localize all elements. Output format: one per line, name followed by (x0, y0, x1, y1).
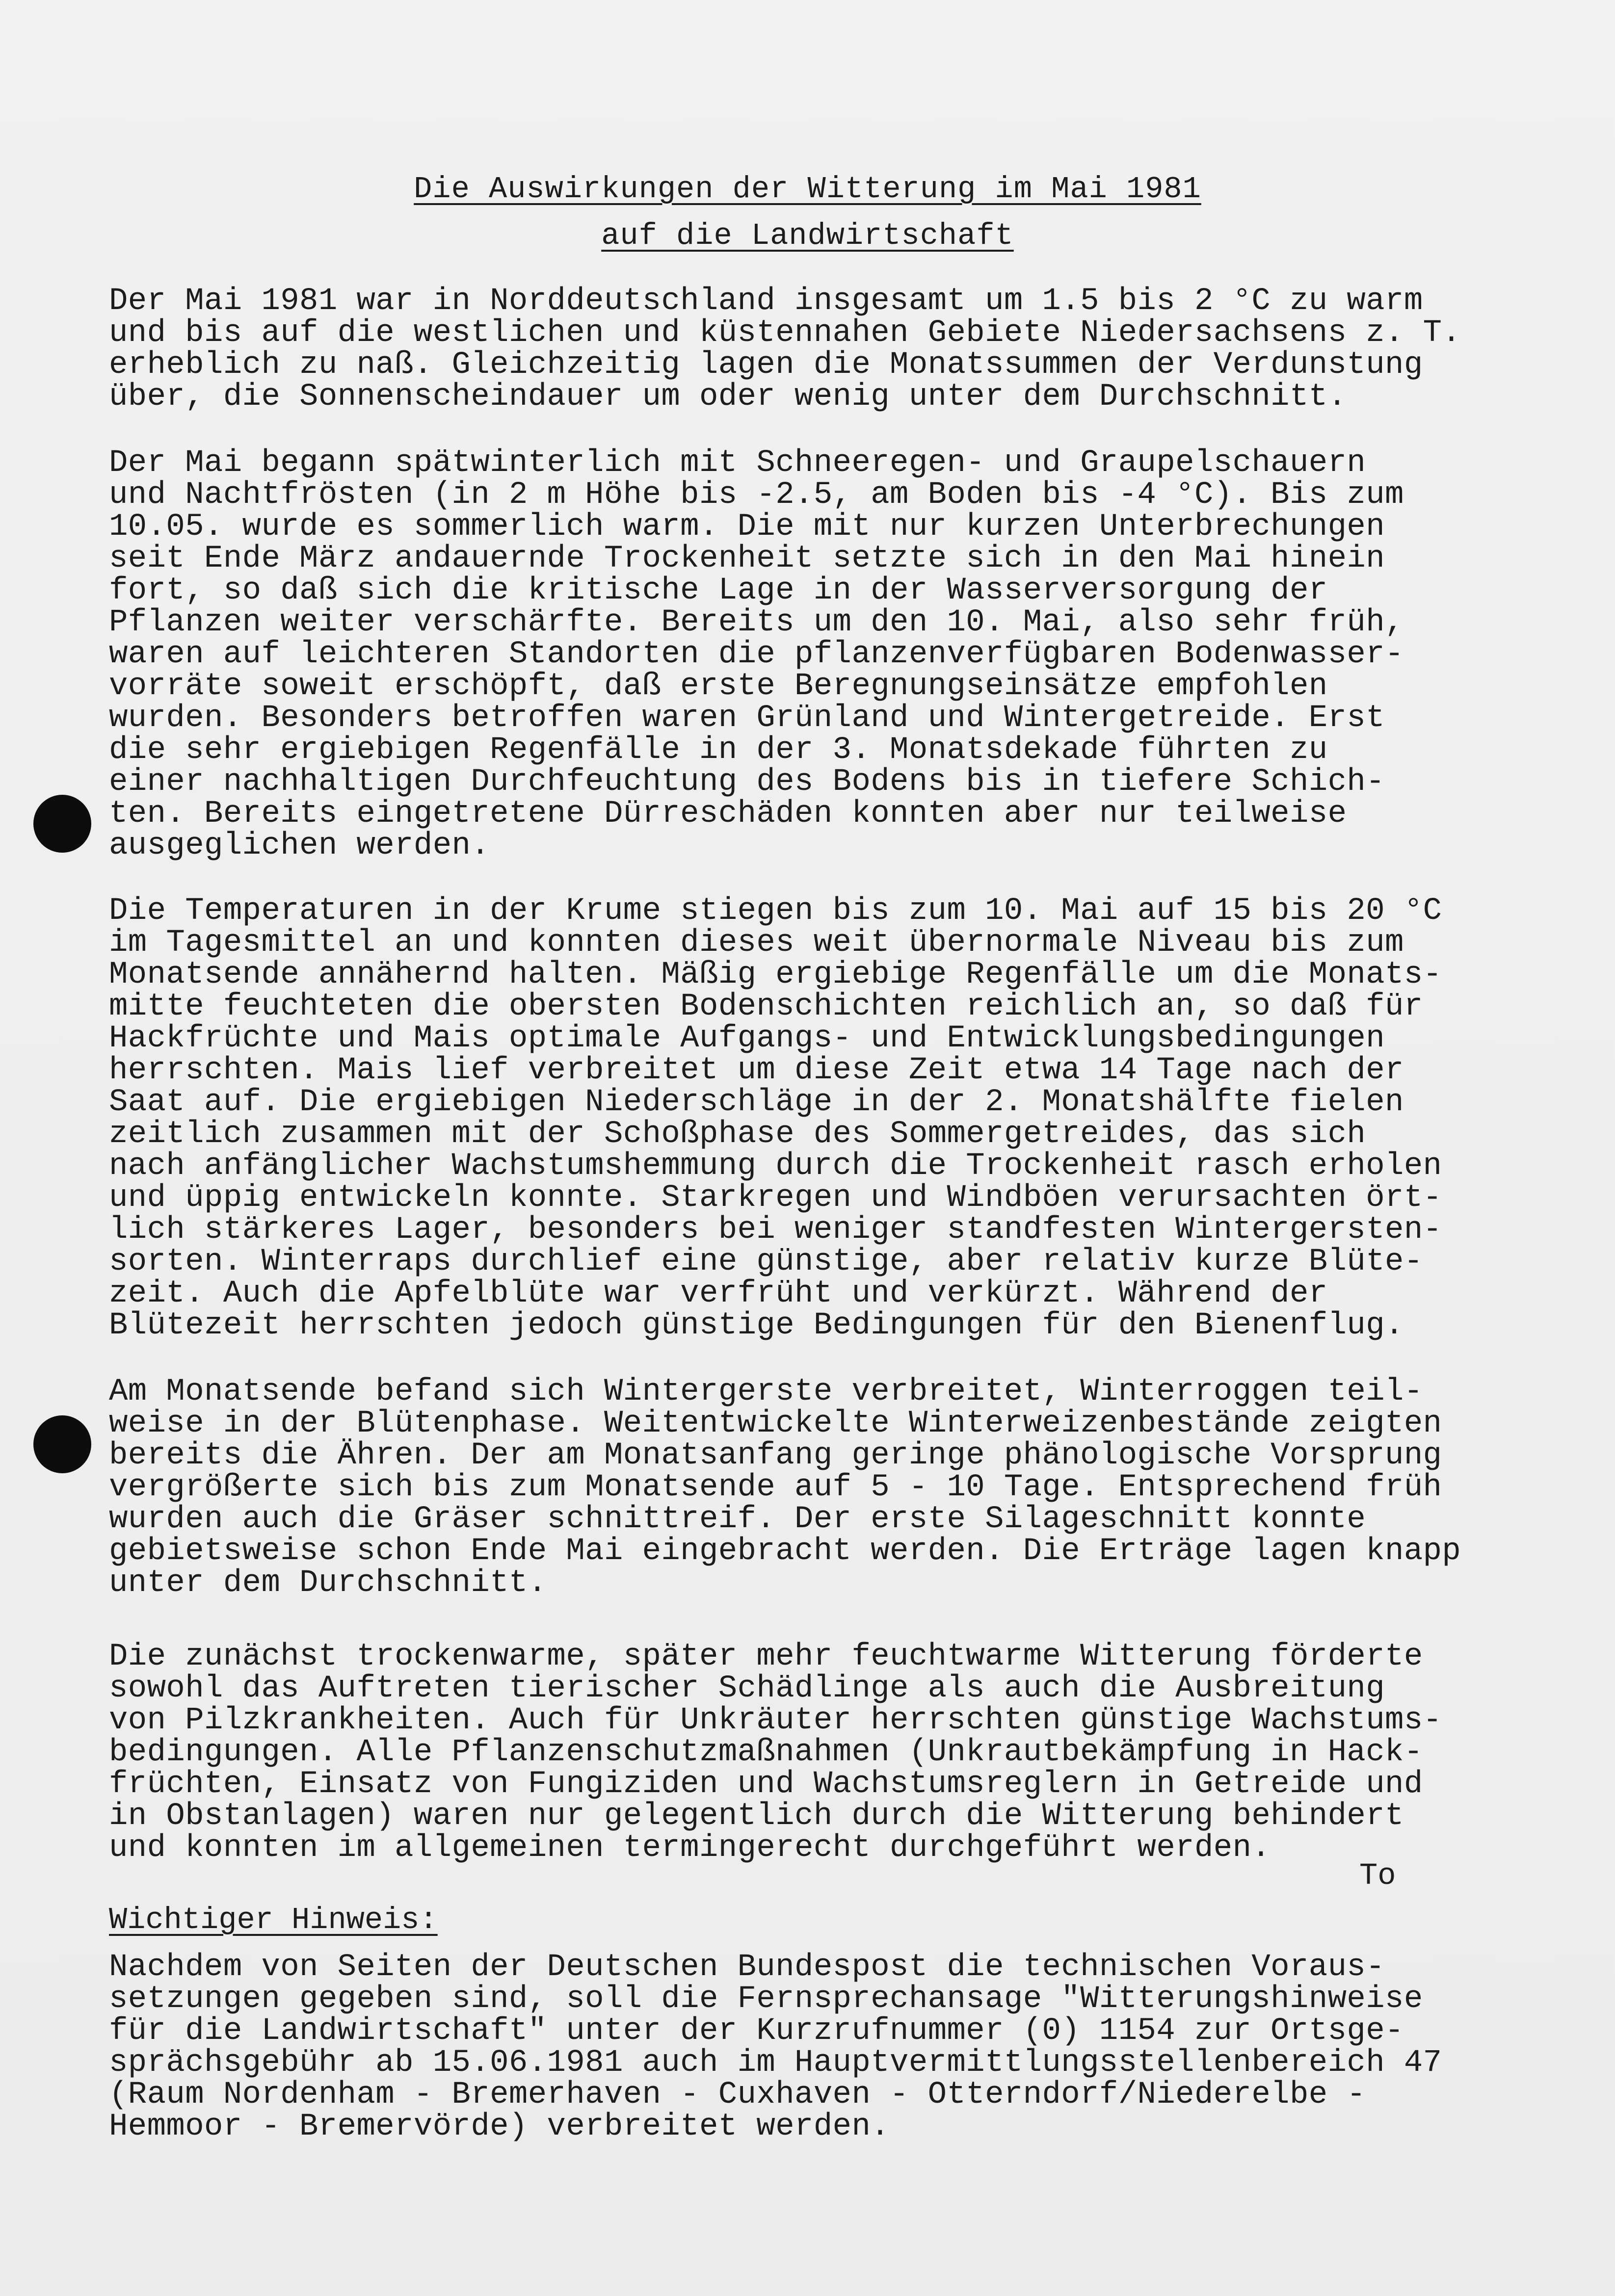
notice-heading: Wichtiger Hinweis: (109, 1903, 438, 1937)
text-line: gebietsweise schon Ende Mai eingebracht werden. Die Erträge lagen knapp (109, 1534, 1461, 1569)
text-line: wurden. Besonders betroffen waren Grünland und Wintergetreide. Erst (109, 701, 1385, 736)
text-line: waren auf leichteren Standorten die pflanzenverfügbaren Bodenwasser- (109, 637, 1404, 672)
text-line: lich stärkeres Lager, besonders bei weniger standfesten Wintergersten- (109, 1212, 1442, 1248)
text-line: nach anfänglicher Wachstumshemmung durch die Trockenheit rasch erholen (109, 1148, 1442, 1184)
notice-paragraph (109, 1952, 1532, 2143)
text-line: (Raum Nordenham - Bremerhaven - Cuxhaven - Otterndorf/Niederelbe - (109, 2077, 1366, 2113)
text-line: für die Landwirtschaft" unter der Kurzrufnummer (0) 1154 zur Ortsge- (109, 2013, 1404, 2049)
text-line: und üppig entwickeln konnte. Starkregen und Windböen verursachten ört- (109, 1180, 1442, 1216)
text-line: und konnten im allgemeinen termingerecht durchgeführt werden. (109, 1830, 1271, 1866)
text-line: weise in der Blütenphase. Weitentwickelte Winterweizenbestände zeigten (109, 1406, 1442, 1441)
text-line: von Pilzkrankheiten. Auch für Unkräuter herrschten günstige Wachstums- (109, 1703, 1442, 1738)
text-line: mitte feuchteten die obersten Bodenschichten reichlich an, so daß für (109, 989, 1423, 1024)
text-line: Hackfrüchte und Mais optimale Aufgangs- und Entwicklungsbedingungen (109, 1021, 1385, 1056)
text-line: und bis auf die westlichen und küstennahen Gebiete Niedersachsens z. T. (109, 315, 1461, 351)
paragraph-3 (109, 895, 1532, 1342)
text-line: die sehr ergiebigen Regenfälle in der 3. Monatsdekade führten zu (109, 732, 1328, 768)
text-line: Der Mai begann spätwinterlich mit Schneeregen- und Graupelschauern (109, 445, 1366, 481)
text-line: Nachdem von Seiten der Deutschen Bundespost die technischen Voraus- (109, 1950, 1385, 1985)
text-line: bedingungen. Alle Pflanzenschutzmaßnahmen (Unkrautbekämpfung in Hack- (109, 1735, 1423, 1770)
text-line: ausgeglichen werden. (109, 828, 490, 863)
text-line: einer nachhaltigen Durchfeuchtung des Bodens bis in tiefere Schich- (109, 764, 1385, 800)
text-line: Pflanzen weiter verschärfte. Bereits um den 10. Mai, also sehr früh, (109, 605, 1404, 640)
text-line: sprächsgebühr ab 15.06.1981 auch im Hauptvermittlungsstellenbereich 47 (109, 2045, 1442, 2081)
author-initials: To (1359, 1858, 1396, 1893)
paragraph-5 (109, 1641, 1532, 1864)
document-title-line-1: Die Auswirkungen der Witterung im Mai 1981 (414, 172, 1201, 207)
text-line: Blütezeit herrschten jedoch günstige Bedingungen für den Bienenflug. (109, 1308, 1404, 1343)
text-line: zeitlich zusammen mit der Schoßphase des Sommergetreides, das sich (109, 1117, 1366, 1152)
text-line: wurden auch die Gräser schnittreif. Der erste Silageschnitt konnte (109, 1502, 1366, 1537)
text-line: herrschten. Mais lief verbreitet um diese Zeit etwa 14 Tage nach der (109, 1053, 1404, 1088)
text-line: bereits die Ähren. Der am Monatsanfang geringe phänologische Vorsprung (109, 1438, 1442, 1473)
paragraph-2 (109, 447, 1532, 862)
text-line: setzungen gegeben sind, soll die Fernsprechansage "Witterungshinweise (109, 1982, 1423, 2017)
punch-hole-upper (33, 795, 91, 853)
text-line: unter dem Durchschnitt. (109, 1565, 547, 1601)
text-line: ten. Bereits eingetretene Dürreschäden konnten aber nur teilweise (109, 796, 1347, 832)
text-line: fort, so daß sich die kritische Lage in der Wasserversorgung der (109, 573, 1328, 608)
text-line: sorten. Winterraps durchlief eine günstige, aber relativ kurze Blüte- (109, 1244, 1423, 1279)
text-line: seit Ende März andauernde Trockenheit setzte sich in den Mai hinein (109, 541, 1385, 576)
text-line: 10.05. wurde es sommerlich warm. Die mit nur kurzen Unterbrechungen (109, 509, 1385, 545)
paragraph-4 (109, 1376, 1532, 1599)
text-line: Die Temperaturen in der Krume stiegen bis zum 10. Mai auf 15 bis 20 °C (109, 893, 1442, 929)
text-line: zeit. Auch die Apfelblüte war verfrüht und verkürzt. Während der (109, 1276, 1328, 1311)
text-line: und Nachtfrösten (in 2 m Höhe bis -2.5, am Boden bis -4 °C). Bis zum (109, 477, 1404, 513)
text-line: über, die Sonnenscheindauer um oder wenig unter dem Durchschnitt. (109, 379, 1347, 415)
text-line: Saat auf. Die ergiebigen Niederschläge in der 2. Monatshälfte fielen (109, 1085, 1404, 1120)
text-line: vergrößerte sich bis zum Monatsende auf 5 - 10 Tage. Entsprechend früh (109, 1470, 1442, 1505)
text-line: Der Mai 1981 war in Norddeutschland insgesamt um 1.5 bis 2 °C zu warm (109, 284, 1423, 319)
text-line: erheblich zu naß. Gleichzeitig lagen die Monatssummen der Verdunstung (109, 347, 1423, 383)
document-title-line-2: auf die Landwirtschaft (601, 218, 1014, 253)
punch-hole-lower (33, 1415, 91, 1473)
text-line: vorräte soweit erschöpft, daß erste Beregnungseinsätze empfohlen (109, 669, 1328, 704)
text-line: Hemmoor - Bremervörde) verbreitet werden. (109, 2109, 890, 2144)
text-line: Am Monatsende befand sich Wintergerste verbreitet, Winterroggen teil- (109, 1374, 1423, 1409)
text-line: im Tagesmittel an und konnten dieses weit übernormale Niveau bis zum (109, 925, 1404, 961)
text-line: Die zunächst trockenwarme, später mehr feuchtwarme Witterung förderte (109, 1639, 1423, 1674)
text-line: Monatsende annähernd halten. Mäßig ergiebige Regenfälle um die Monats- (109, 957, 1442, 992)
text-line: in Obstanlagen) waren nur gelegentlich durch die Witterung behindert (109, 1799, 1404, 1834)
paragraph-1 (109, 286, 1532, 413)
text-line: früchten, Einsatz von Fungiziden und Wachstumsreglern in Getreide und (109, 1767, 1423, 1802)
text-line: sowohl das Auftreten tierischer Schädlinge als auch die Ausbreitung (109, 1671, 1385, 1706)
